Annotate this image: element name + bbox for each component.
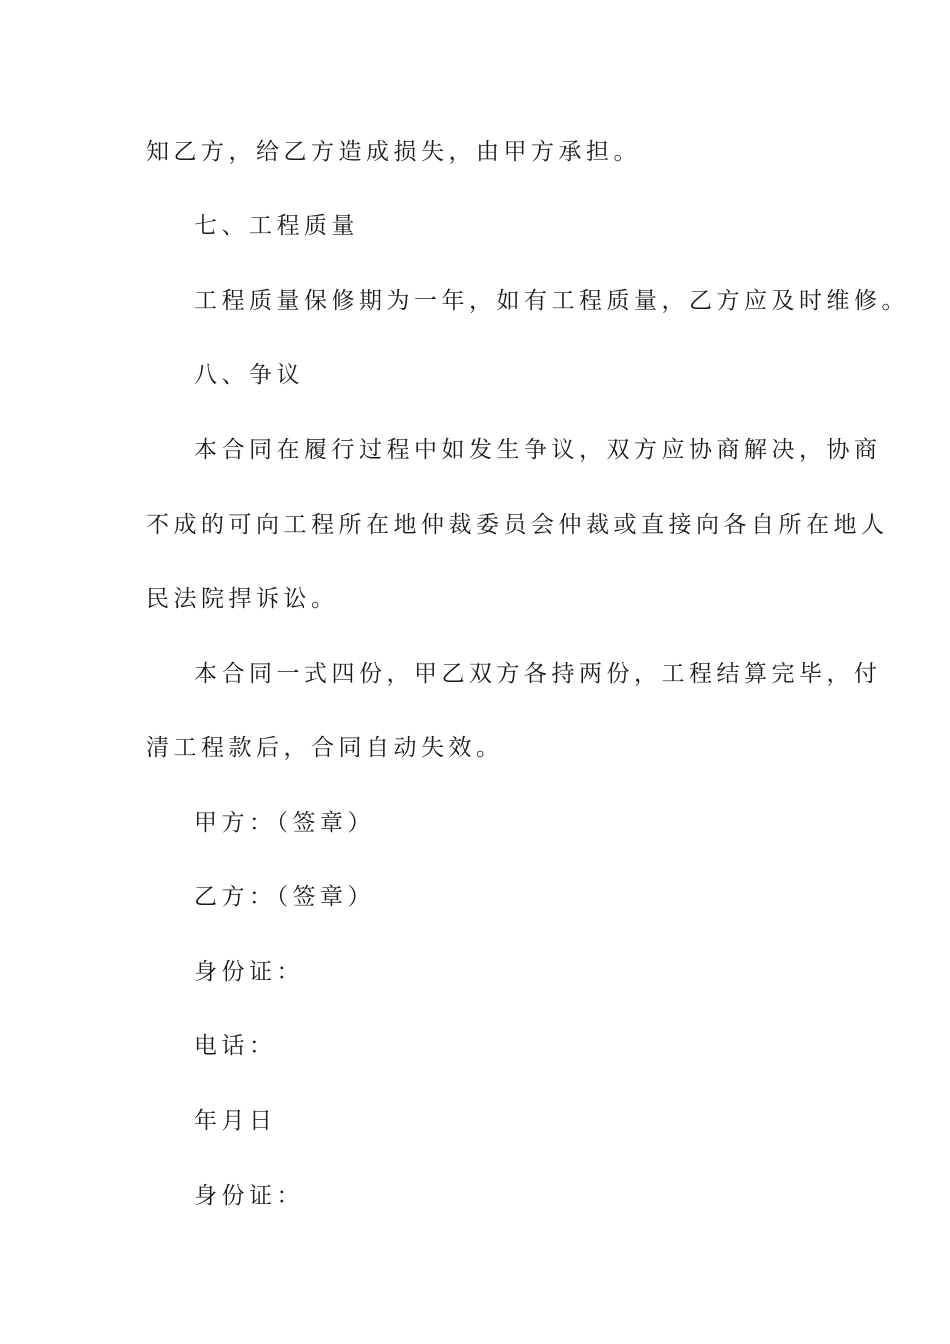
paragraph-dispute-line-2: 不成的可向工程所在地仲裁委员会仲裁或直接向各自所在地人 [146,512,889,538]
section-heading-quality: 七、工程质量 [194,213,359,239]
paragraph-copies-line-1: 本合同一式四份，甲乙双方各持两份，工程结算完毕，付 [194,661,882,687]
paragraph-dispute-line-3: 民法院捍诉讼。 [146,586,339,612]
id-card-field-1: 身份证： [194,959,304,985]
paragraph-dispute-line-1: 本合同在履行过程中如发生争议，双方应协商解决，协商 [194,437,882,463]
paragraph-quality: 工程质量保修期为一年，如有工程质量，乙方应及时维修。 [194,288,909,314]
party-b-signature: 乙方：（签章） [194,884,375,910]
section-heading-dispute: 八、争议 [194,362,304,388]
date-field: 年月日 [194,1108,277,1134]
party-a-signature: 甲方：（签章） [194,810,375,836]
paragraph-continuation: 知乙方，给乙方造成损失，由甲方承担。 [146,139,641,165]
phone-field: 电话： [194,1033,277,1059]
paragraph-copies-line-2: 清工程款后，合同自动失效。 [146,735,504,761]
id-card-field-2: 身份证： [194,1183,304,1209]
